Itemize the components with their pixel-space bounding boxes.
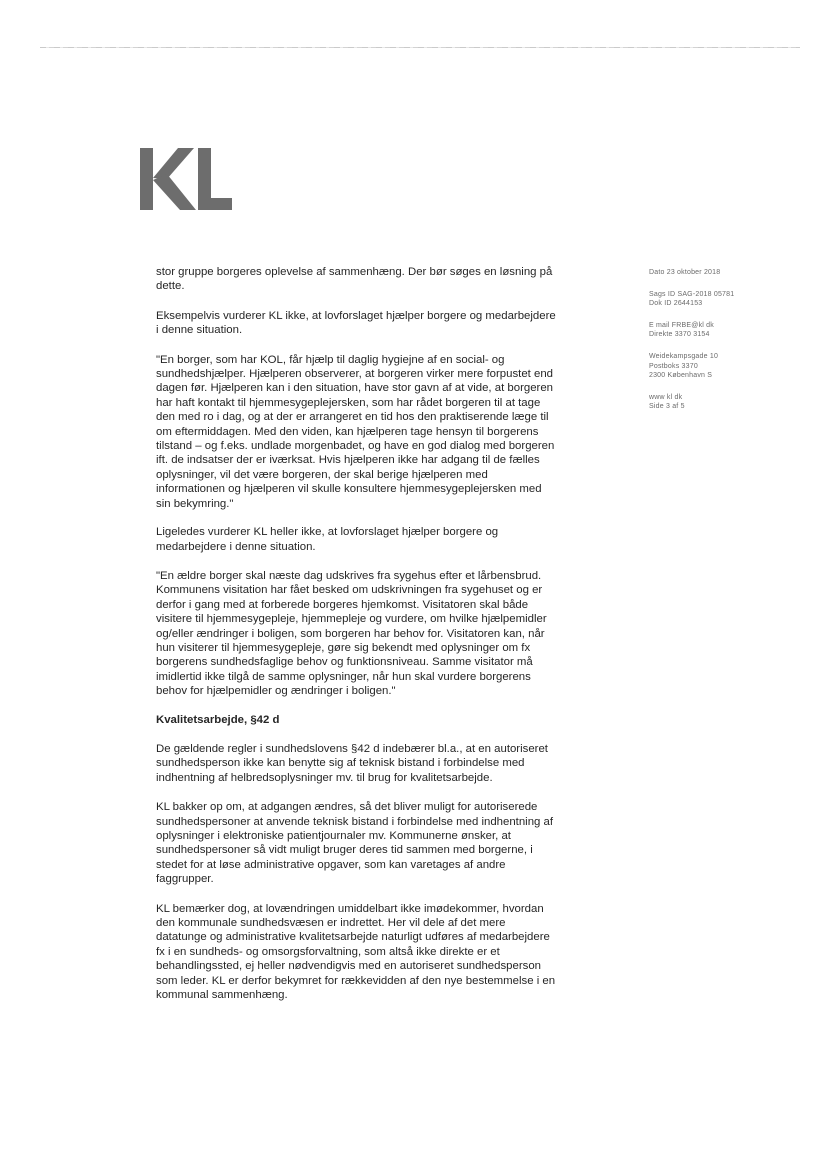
section-title-kvalitetsarbejde: Kvalitetsarbejde, §42 d bbox=[156, 713, 280, 726]
paragraph-example-1-assessment: Eksempelvis vurderer KL ikke, at lovforslaget hjælper borgere og medarbejdere i denne situation. bbox=[156, 309, 556, 337]
quote-kol-borger: "En borger, som har KOL, får hjælp til daglig hygiejne af en social- og sundhedshjælper. Hjælperen observerer, at borgeren virker mere forpustet end dagen før. Hjælperen kan i den situation, have stor gavn af at vide, at borgeren har haft kontakt til hjemmesygeplejersken, som har rådet borgeren til at tage den med ro i dag, og at der er arrangeret en tid hos den praktiserende læge til om eftermiddagen. Med den viden, kan hjælperen tage hensyn til borgerens tilstand – og f.eks. undlade morgenbadet, og have en god dialog med borgeren ift. de indsatser der er iværksat. Hvis hjælperen ikke har adgang til de fælles oplysninger, vil det være borgeren, der skal berige hjælperen med informationen og hjælperen vil skulle konsultere hjemmesygeplejersken med sin bekymring." bbox=[156, 353, 555, 510]
sags-id-line: Sags ID SAG-2018 05781 bbox=[649, 290, 735, 298]
letter-metadata-sidebar bbox=[649, 268, 779, 424]
address-group bbox=[649, 352, 779, 381]
paragraph-intro: stor gruppe borgeres oplevelse af sammenhæng. Der bør søges en løsning på dette. bbox=[156, 266, 553, 293]
reference-group bbox=[649, 290, 779, 309]
dato-line: Dato 23 oktober 2018 bbox=[649, 269, 721, 276]
address-street: Weidekampsgade 10 bbox=[649, 352, 719, 360]
address-city: 2300 København S bbox=[649, 372, 713, 380]
contact-group bbox=[649, 321, 779, 340]
scan-artifact-line bbox=[40, 47, 800, 48]
dok-id-line: Dok ID 2644153 bbox=[649, 300, 703, 308]
paragraph-kl-bemaerker: KL bemærker dog, at lovændringen umiddelbart ikke imødekommer, hvordan den kommunale sundhedsvæsen er indrettet. Her vil dele af det mere datatunge og administrative kvalitetsarbejde naturligt udføres af medarbejdere fx i en sundheds- og omsorgsforvaltning, som altså ikke direkte er et behandlingssted, ej heller nødvendigvis med en autoriseret sundhedsperson som leder. KL er derfor bekymret for rækkevidden af den nye bestemmelse i en kommunal sammenhæng. bbox=[156, 902, 556, 1002]
page-number: Side 3 af 5 bbox=[649, 403, 685, 411]
quote-aeldre-borger: "En ældre borger skal næste dag udskrives fra sygehus efter et lårbensbrud. Kommunens visitation har fået besked om udskrivningen fra sygehuset og er derfor i gang med at forberede borgeres hjemkomst. Visitatoren skal både visitere til hjemmesygepleje, hjemmepleje og vurdere, om hvilke hjælpemidler og/eller ændringer i boligen, som borgeren har behov for. Visitatoren kan, når hun visiterer til hjemmesygepleje, gøre sig bekendt med oplysninger om fx borgerens sundhedsfaglige behov og funktionsniveau. Samme visitator må imidlertid ikke tilgå de samme oplysninger, når hun skal vurdere borgerens behov for hjælpemidler og ændringer i boligen." bbox=[156, 569, 547, 698]
paragraph-kl-bakker-op: KL bakker op om, at adgangen ændres, så det bliver muligt for autoriserede sundhedspersoner at anvende teknisk bistand i forbindelse med indhentning af oplysninger i elektroniske patientjournaler mv. Kommunerne ønsker, at sundhedspersoner så vidt muligt bruger deres tid sammen med borgerne, i stedet for at løse administrative opgaver, som kan varetages af andre faggrupper. bbox=[156, 801, 554, 886]
address-box: Postboks 3370 bbox=[649, 362, 698, 370]
paragraph-gaeldende-regler: De gældende regler i sundhedslovens §42 d indebærer bl.a., at en autoriseret sundhedsperson ikke kan benytte sig af teknisk bistand i forbindelse med indhentning af helbredsoplysninger mv. til brug for kvalitetsarbejde. bbox=[156, 742, 548, 784]
kl-logo bbox=[140, 148, 232, 210]
date-group bbox=[649, 268, 779, 278]
logo-text bbox=[140, 210, 141, 211]
letter-body bbox=[156, 265, 556, 1017]
email-line: E mail FRBE@kl dk bbox=[649, 321, 714, 329]
paragraph-example-2-assessment: Ligeledes vurderer KL heller ikke, at lovforslaget hjælper borgere og medarbejdere i denne situation. bbox=[156, 526, 499, 553]
web-line: www kl dk bbox=[649, 393, 683, 401]
kl-logo-mark bbox=[140, 148, 232, 210]
direkte-line: Direkte 3370 3154 bbox=[649, 331, 710, 339]
web-page-group bbox=[649, 393, 779, 412]
